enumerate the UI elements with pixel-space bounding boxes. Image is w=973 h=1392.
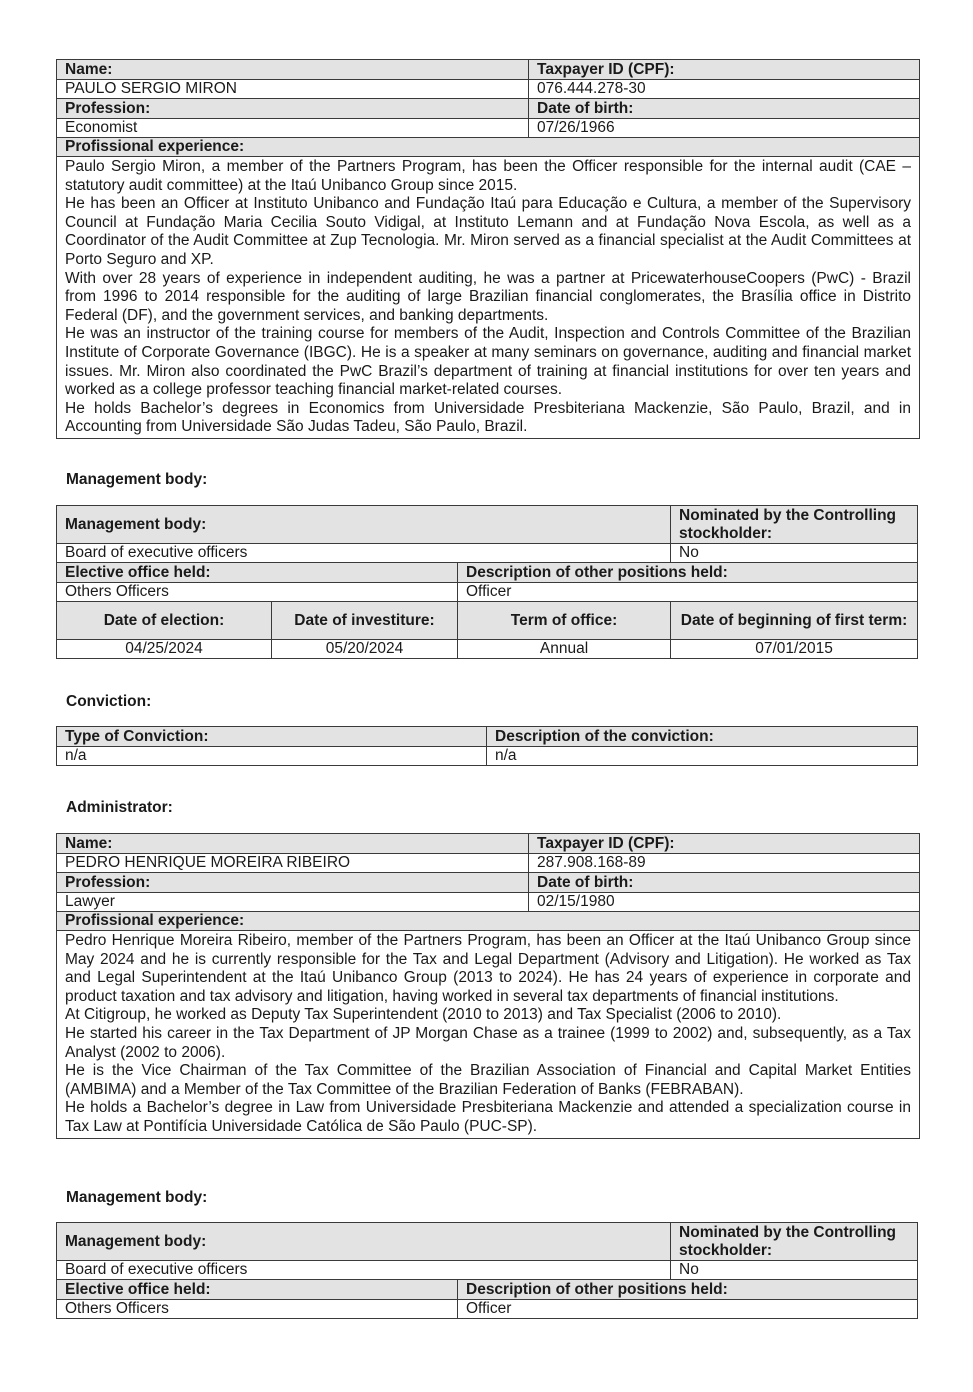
conviction-desc-value: n/a	[487, 747, 918, 766]
conviction-type-label: Type of Conviction:	[57, 727, 487, 747]
other-positions-label: Description of other positions held:	[458, 563, 918, 583]
section-title-conviction: Conviction:	[66, 693, 152, 710]
experience-label: Profissional experience:	[57, 912, 920, 931]
management-body-value: Board of executive officers	[57, 544, 671, 563]
profession-label: Profession:	[57, 873, 529, 893]
person1-table	[56, 59, 920, 439]
profession-value: Lawyer	[57, 893, 529, 912]
first-term-label: Date of beginning of first term:	[671, 602, 918, 640]
profession-label: Profession:	[57, 99, 529, 119]
experience-paragraph: He is the Vice Chairman of the Tax Committee of the Brazilian Association of Financial and Capital Market Entities (AMBIMA) and a Member of the Tax Committee of the Brazilian Federation of Banks (FEBRABAN).	[65, 1062, 911, 1098]
experience-paragraph: Pedro Henrique Moreira Ribeiro, member of the Partners Program, has been an Officer at the Itaú Unibanco Group since May 2024 and he is currently responsible for the Tax and Legal Department (Advisory and Litigation). He worked as Tax and Legal Superintendent at the Itaú Unibanco Group (2013 to 2024). He has 24 years of experience in corporate and product taxation and tax advisory and litigation, having worked in several tax departments of financial institutions.	[65, 932, 911, 1005]
experience-text	[57, 157, 920, 439]
experience-paragraph: At Citigroup, he worked as Deputy Tax Superintendent (2010 to 2013) and Tax Specialist (2006 to 2010).	[65, 1006, 782, 1024]
experience-paragraph: He started his career in the Tax Department of JP Morgan Chase as a trainee (1999 to 2002) and, subsequently, as a Tax Analyst (2002 to 2006).	[65, 1024, 911, 1061]
management-table	[56, 505, 918, 659]
management-body-label: Management body:	[57, 506, 671, 544]
dob-label: Date of birth:	[529, 873, 920, 893]
elective-office-value: Others Officers	[57, 1300, 458, 1319]
nominated-label: Nominated by the Controlling stockholder:	[671, 1223, 918, 1261]
first-term-value: 07/01/2015	[671, 640, 918, 659]
investiture-date-value: 05/20/2024	[272, 640, 458, 659]
administrator-table	[56, 833, 920, 1139]
elective-office-label: Elective office held:	[57, 1280, 458, 1300]
other-positions-value: Officer	[458, 583, 918, 602]
name-label: Name:	[57, 834, 529, 854]
election-date-label: Date of election:	[57, 602, 272, 640]
experience-paragraph: He was an instructor of the training course for members of the Audit, Inspection and Controls Committee of the Brazilian Institute of Corporate Governance (IBGC). He is a speaker at many seminars on governance, auditing and financial market issues. Mr. Miron also coordinated the PwC Brazil’s department of training at financial institutions for over ten years and worked as a college professor teaching financial market-related courses.	[65, 325, 911, 399]
experience-paragraph: With over 28 years of experience in independent auditing, he was a partner at PricewaterhouseCoopers (PwC) - Brazil from 1996 to 2014 responsible for the auditing of large Brazilian financial conglomerates, the Brasília office in Distrito Federal (DF), and the government services, and banking departments.	[65, 269, 911, 324]
management-table	[56, 1222, 918, 1319]
nominated-label: Nominated by the Controlling stockholder:	[671, 506, 918, 544]
experience-label: Profissional experience:	[57, 138, 920, 157]
other-positions-label: Description of other positions held:	[458, 1280, 918, 1300]
nominated-value: No	[671, 544, 918, 563]
name-label: Name:	[57, 60, 529, 80]
term-value: Annual	[458, 640, 671, 659]
cpf-value: 287.908.168-89	[529, 854, 920, 873]
experience-paragraph: He holds a Bachelor’s degree in Law from Universidade Presbiteriana Mackenzie and attended a specialization course in Tax Law at Pontifícia Universidade Católica de São Paulo (PUC-SP).	[65, 1099, 911, 1135]
management-body-label: Management body:	[57, 1223, 671, 1261]
election-date-value: 04/25/2024	[57, 640, 272, 659]
name-value: PEDRO HENRIQUE MOREIRA RIBEIRO	[57, 854, 529, 873]
conviction-type-value: n/a	[57, 747, 487, 766]
name-value: PAULO SERGIO MIRON	[57, 80, 529, 99]
cpf-label: Taxpayer ID (CPF):	[529, 60, 920, 80]
cpf-label: Taxpayer ID (CPF):	[529, 834, 920, 854]
dob-label: Date of birth:	[529, 99, 920, 119]
dob-value: 02/15/1980	[529, 893, 920, 912]
experience-paragraph: Paulo Sergio Miron, a member of the Partners Program, has been the Officer responsible for the internal audit (CAE – statutory audit committee) at the Itaú Unibanco Group since 2015.	[65, 158, 911, 194]
term-label: Term of office:	[458, 602, 671, 640]
investiture-date-label: Date of investiture:	[272, 602, 458, 640]
experience-text	[57, 931, 920, 1139]
cpf-value: 076.444.278-30	[529, 80, 920, 99]
elective-office-value: Others Officers	[57, 583, 458, 602]
other-positions-value: Officer	[458, 1300, 918, 1319]
elective-office-label: Elective office held:	[57, 563, 458, 583]
profession-value: Economist	[57, 119, 529, 138]
nominated-value: No	[671, 1261, 918, 1280]
management-body-value: Board of executive officers	[57, 1261, 671, 1280]
experience-paragraph: He has been an Officer at Instituto Unibanco and Fundação Itaú para Educação e Cultura, a member of the Supervisory Council at Fundação Maria Cecilia Souto Vidigal, at Instituto Lemann and at Fundação Nova Escola, as well as a Coordinator of the Audit Committee at Zup Tecnologia. Mr. Miron served as a financial specialist at the Audit Committees at Porto Seguro and XP.	[65, 195, 911, 268]
dob-value: 07/26/1966	[529, 119, 920, 138]
section-title-management: Management body:	[66, 1189, 208, 1206]
conviction-table	[56, 726, 918, 766]
experience-paragraph: He holds Bachelor’s degrees in Economics from Universidade Presbiteriana Mackenzie, São Paulo, Brazil, and in Accounting from Universidade São Judas Tadeu, São Paulo, Brazil.	[65, 399, 911, 436]
section-title-management: Management body:	[66, 471, 208, 488]
conviction-desc-label: Description of the conviction:	[487, 727, 918, 747]
section-title-administrator: Administrator:	[66, 799, 173, 816]
